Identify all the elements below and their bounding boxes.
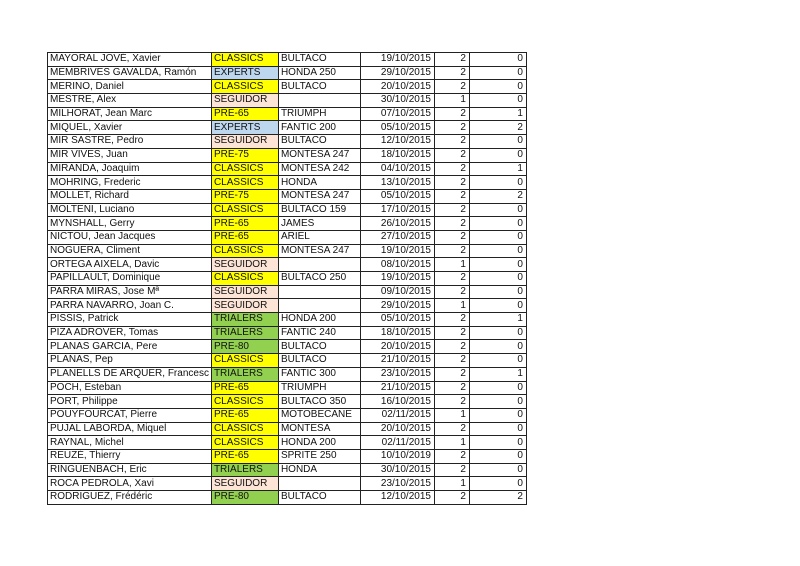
- cell-count-2[interactable]: 0: [469, 477, 526, 491]
- table-row: [48, 299, 527, 313]
- cell-count-2[interactable]: 0: [469, 463, 526, 477]
- cell-category[interactable]: CLASSICS: [211, 53, 278, 67]
- cell-name[interactable]: RINGUENBACH, Eric: [48, 463, 212, 477]
- cell-name[interactable]: MEMBRIVES GAVALDÀ, Ramón: [48, 66, 212, 80]
- cell-count-1[interactable]: 2: [434, 135, 469, 149]
- table-row: [48, 422, 527, 436]
- cell-motorcycle[interactable]: TRIUMPH: [278, 381, 360, 395]
- cell-count-1[interactable]: 1: [434, 299, 469, 313]
- table-row: [48, 121, 527, 135]
- table-row: [48, 463, 527, 477]
- cell-motorcycle[interactable]: HONDA: [278, 176, 360, 190]
- cell-count-2[interactable]: 2: [469, 121, 526, 135]
- cell-date[interactable]: 18/10/2015: [360, 148, 434, 162]
- cell-category[interactable]: CLASSICS: [211, 176, 278, 190]
- table-row: [48, 408, 527, 422]
- cell-date[interactable]: 20/10/2015: [360, 422, 434, 436]
- cell-category[interactable]: PRE-65: [211, 230, 278, 244]
- cell-count-2[interactable]: 0: [469, 408, 526, 422]
- cell-name[interactable]: MIRANDA, Joaquim: [48, 162, 212, 176]
- cell-motorcycle[interactable]: BULTACO: [278, 135, 360, 149]
- cell-motorcycle[interactable]: [278, 258, 360, 272]
- cell-count-1[interactable]: 2: [434, 367, 469, 381]
- cell-category[interactable]: CLASSICS: [211, 80, 278, 94]
- cell-motorcycle[interactable]: TRIUMPH: [278, 107, 360, 121]
- cell-count-2[interactable]: 0: [469, 135, 526, 149]
- cell-count-1[interactable]: 1: [434, 408, 469, 422]
- table-row: [48, 203, 527, 217]
- cell-date[interactable]: 20/10/2015: [360, 340, 434, 354]
- cell-motorcycle[interactable]: ARIEL: [278, 230, 360, 244]
- cell-name[interactable]: MIR SASTRE, Pedro: [48, 135, 212, 149]
- table-row: [48, 148, 527, 162]
- cell-category[interactable]: PRE-65: [211, 217, 278, 231]
- cell-count-1[interactable]: 2: [434, 217, 469, 231]
- cell-date[interactable]: 12/10/2015: [360, 135, 434, 149]
- cell-category[interactable]: TRIALERS: [211, 463, 278, 477]
- cell-date[interactable]: 05/10/2015: [360, 189, 434, 203]
- cell-date[interactable]: 05/10/2015: [360, 121, 434, 135]
- cell-date[interactable]: 19/10/2015: [360, 53, 434, 67]
- cell-count-1[interactable]: 2: [434, 285, 469, 299]
- table-row: [48, 189, 527, 203]
- cell-name[interactable]: PIZA ADROVER, Tomas: [48, 326, 212, 340]
- table-row: [48, 217, 527, 231]
- cell-name[interactable]: MIQUEL, Xavier: [48, 121, 212, 135]
- cell-motorcycle[interactable]: HONDA 250: [278, 66, 360, 80]
- cell-category[interactable]: CLASSICS: [211, 436, 278, 450]
- cell-motorcycle[interactable]: JAMES: [278, 217, 360, 231]
- cell-count-2[interactable]: 0: [469, 449, 526, 463]
- cell-date[interactable]: 18/10/2015: [360, 326, 434, 340]
- cell-name[interactable]: NOGUERA, Climent: [48, 244, 212, 258]
- cell-count-2[interactable]: 0: [469, 80, 526, 94]
- cell-motorcycle[interactable]: HONDA 200: [278, 436, 360, 450]
- cell-name[interactable]: MOHRING, Frederic: [48, 176, 212, 190]
- cell-count-2[interactable]: 0: [469, 230, 526, 244]
- table-row: [48, 285, 527, 299]
- cell-count-1[interactable]: 2: [434, 80, 469, 94]
- cell-count-1[interactable]: 2: [434, 354, 469, 368]
- cell-count-2[interactable]: 0: [469, 285, 526, 299]
- table-body: [48, 53, 527, 505]
- cell-count-2[interactable]: 0: [469, 148, 526, 162]
- cell-motorcycle[interactable]: HONDA 200: [278, 313, 360, 327]
- cell-count-1[interactable]: 2: [434, 176, 469, 190]
- cell-date[interactable]: 27/10/2015: [360, 230, 434, 244]
- cell-count-1[interactable]: 1: [434, 477, 469, 491]
- cell-motorcycle[interactable]: BULTACO: [278, 80, 360, 94]
- cell-motorcycle[interactable]: [278, 477, 360, 491]
- cell-name[interactable]: PLANELLS DE ARQUER, Francesc: [48, 367, 212, 381]
- cell-count-1[interactable]: 2: [434, 162, 469, 176]
- cell-category[interactable]: TRIALERS: [211, 367, 278, 381]
- cell-motorcycle[interactable]: MOTOBECANE: [278, 408, 360, 422]
- cell-name[interactable]: MERINO, Daniel: [48, 80, 212, 94]
- cell-category[interactable]: CLASSICS: [211, 395, 278, 409]
- cell-category[interactable]: PRE-75: [211, 189, 278, 203]
- table-row: [48, 162, 527, 176]
- cell-date[interactable]: 08/10/2015: [360, 258, 434, 272]
- cell-count-2[interactable]: 0: [469, 354, 526, 368]
- table-row: [48, 313, 527, 327]
- cell-count-2[interactable]: 0: [469, 258, 526, 272]
- cell-count-1[interactable]: 2: [434, 189, 469, 203]
- cell-motorcycle[interactable]: MONTESA 247: [278, 148, 360, 162]
- cell-name[interactable]: PAPILLAULT, Dominique: [48, 272, 212, 286]
- cell-count-2[interactable]: 0: [469, 326, 526, 340]
- cell-category[interactable]: CLASSICS: [211, 354, 278, 368]
- cell-name[interactable]: PLANAS, Pep: [48, 354, 212, 368]
- cell-category[interactable]: PRE-80: [211, 491, 278, 505]
- cell-count-1[interactable]: 2: [434, 203, 469, 217]
- cell-date[interactable]: 23/10/2015: [360, 477, 434, 491]
- cell-count-1[interactable]: 1: [434, 94, 469, 108]
- cell-count-2[interactable]: 0: [469, 395, 526, 409]
- cell-category[interactable]: CLASSICS: [211, 203, 278, 217]
- cell-date[interactable]: 20/10/2015: [360, 80, 434, 94]
- cell-count-2[interactable]: 0: [469, 299, 526, 313]
- cell-count-2[interactable]: 0: [469, 176, 526, 190]
- cell-category[interactable]: PRE-80: [211, 340, 278, 354]
- cell-name[interactable]: MAYORAL JOVÉ, Xavier: [48, 53, 212, 67]
- cell-category[interactable]: EXPERTS: [211, 66, 278, 80]
- table-row: [48, 436, 527, 450]
- cell-count-1[interactable]: 2: [434, 272, 469, 286]
- cell-name[interactable]: NICTOU, Jean Jacques: [48, 230, 212, 244]
- cell-name[interactable]: PARRA MIRAS, Jose Mª: [48, 285, 212, 299]
- cell-count-2[interactable]: 0: [469, 66, 526, 80]
- cell-count-1[interactable]: 2: [434, 491, 469, 505]
- cell-date[interactable]: 09/10/2015: [360, 285, 434, 299]
- cell-name[interactable]: PARRA NAVARRO, Joan C.: [48, 299, 212, 313]
- cell-motorcycle[interactable]: BULTACO: [278, 340, 360, 354]
- cell-count-2[interactable]: 0: [469, 436, 526, 450]
- cell-count-2[interactable]: 1: [469, 107, 526, 121]
- cell-date[interactable]: 19/10/2015: [360, 244, 434, 258]
- cell-motorcycle[interactable]: SPRITE 250: [278, 449, 360, 463]
- cell-count-1[interactable]: 2: [434, 107, 469, 121]
- cell-count-2[interactable]: 0: [469, 272, 526, 286]
- cell-count-2[interactable]: 0: [469, 244, 526, 258]
- table-row: [48, 381, 527, 395]
- cell-category[interactable]: SEGUIDOR: [211, 94, 278, 108]
- cell-name[interactable]: RODRIGUEZ, Frédéric: [48, 491, 212, 505]
- cell-category[interactable]: CLASSICS: [211, 244, 278, 258]
- table-row: [48, 258, 527, 272]
- cell-date[interactable]: 07/10/2015: [360, 107, 434, 121]
- cell-date[interactable]: 30/10/2015: [360, 463, 434, 477]
- cell-count-2[interactable]: 1: [469, 162, 526, 176]
- cell-count-1[interactable]: 1: [434, 436, 469, 450]
- cell-count-1[interactable]: 2: [434, 230, 469, 244]
- cell-category[interactable]: TRIALERS: [211, 326, 278, 340]
- cell-name[interactable]: ORTEGA AIXELA, Davic: [48, 258, 212, 272]
- cell-date[interactable]: 13/10/2015: [360, 176, 434, 190]
- cell-date[interactable]: 04/10/2015: [360, 162, 434, 176]
- table-row: [48, 354, 527, 368]
- cell-name[interactable]: MIR VIVES, Juan: [48, 148, 212, 162]
- cell-count-2[interactable]: 1: [469, 313, 526, 327]
- cell-name[interactable]: RAYNAL, Michel: [48, 436, 212, 450]
- cell-motorcycle[interactable]: BULTACO: [278, 53, 360, 67]
- table-row: [48, 326, 527, 340]
- cell-motorcycle[interactable]: BULTACO 350: [278, 395, 360, 409]
- table-row: [48, 367, 527, 381]
- cell-count-1[interactable]: 2: [434, 326, 469, 340]
- cell-motorcycle[interactable]: BULTACO 159: [278, 203, 360, 217]
- cell-count-2[interactable]: 0: [469, 53, 526, 67]
- cell-name[interactable]: MOLTENI, Luciano: [48, 203, 212, 217]
- table-row: [48, 66, 527, 80]
- cell-count-1[interactable]: 1: [434, 258, 469, 272]
- cell-name[interactable]: MOLLET, Richard: [48, 189, 212, 203]
- cell-category[interactable]: PRE-65: [211, 449, 278, 463]
- cell-date[interactable]: 30/10/2015: [360, 94, 434, 108]
- cell-name[interactable]: MESTRE, Alex: [48, 94, 212, 108]
- cell-date[interactable]: 05/10/2015: [360, 313, 434, 327]
- table-row: [48, 230, 527, 244]
- cell-date[interactable]: 12/10/2015: [360, 491, 434, 505]
- cell-count-1[interactable]: 2: [434, 121, 469, 135]
- cell-count-2[interactable]: 0: [469, 381, 526, 395]
- cell-count-1[interactable]: 2: [434, 395, 469, 409]
- cell-count-2[interactable]: 0: [469, 203, 526, 217]
- cell-count-2[interactable]: 0: [469, 217, 526, 231]
- cell-category[interactable]: SEGUIDOR: [211, 299, 278, 313]
- cell-category[interactable]: CLASSICS: [211, 162, 278, 176]
- table-row: [48, 244, 527, 258]
- cell-date[interactable]: 19/10/2015: [360, 272, 434, 286]
- cell-count-2[interactable]: 2: [469, 491, 526, 505]
- cell-name[interactable]: POUYFOURCAT, Pierre: [48, 408, 212, 422]
- cell-category[interactable]: CLASSICS: [211, 422, 278, 436]
- cell-motorcycle[interactable]: [278, 94, 360, 108]
- cell-category[interactable]: PRE-65: [211, 381, 278, 395]
- table-row: [48, 491, 527, 505]
- cell-count-1[interactable]: 2: [434, 66, 469, 80]
- cell-date[interactable]: 21/10/2015: [360, 354, 434, 368]
- cell-count-2[interactable]: 2: [469, 189, 526, 203]
- cell-category[interactable]: PRE-65: [211, 107, 278, 121]
- cell-date[interactable]: 16/10/2015: [360, 395, 434, 409]
- cell-motorcycle[interactable]: [278, 285, 360, 299]
- cell-name[interactable]: PUJAL LABORDA, Miquel: [48, 422, 212, 436]
- table-row: [48, 176, 527, 190]
- cell-category[interactable]: PRE-65: [211, 408, 278, 422]
- cell-motorcycle[interactable]: [278, 299, 360, 313]
- table-row: [48, 94, 527, 108]
- cell-motorcycle[interactable]: BULTACO 250: [278, 272, 360, 286]
- cell-name[interactable]: ROCA PEDROLA, Xavi: [48, 477, 212, 491]
- table-row: [48, 395, 527, 409]
- cell-category[interactable]: SEGUIDOR: [211, 258, 278, 272]
- cell-category[interactable]: PRE-75: [211, 148, 278, 162]
- cell-motorcycle[interactable]: BULTACO: [278, 354, 360, 368]
- table-row: [48, 107, 527, 121]
- cell-category[interactable]: TRIALERS: [211, 313, 278, 327]
- cell-count-1[interactable]: 2: [434, 148, 469, 162]
- cell-motorcycle[interactable]: FANTIC 200: [278, 121, 360, 135]
- cell-date[interactable]: 29/10/2015: [360, 66, 434, 80]
- cell-motorcycle[interactable]: FANTIC 300: [278, 367, 360, 381]
- cell-count-2[interactable]: 0: [469, 340, 526, 354]
- cell-count-2[interactable]: 1: [469, 367, 526, 381]
- cell-count-1[interactable]: 2: [434, 244, 469, 258]
- table-row: [48, 449, 527, 463]
- cell-count-1[interactable]: 2: [434, 449, 469, 463]
- cell-count-2[interactable]: 0: [469, 422, 526, 436]
- table-row: [48, 135, 527, 149]
- cell-date[interactable]: 10/10/2019: [360, 449, 434, 463]
- cell-motorcycle[interactable]: FANTIC 240: [278, 326, 360, 340]
- cell-category[interactable]: SEGUIDOR: [211, 285, 278, 299]
- cell-date[interactable]: 23/10/2015: [360, 367, 434, 381]
- registration-table: [47, 52, 527, 505]
- cell-category[interactable]: SEGUIDOR: [211, 135, 278, 149]
- cell-date[interactable]: 21/10/2015: [360, 381, 434, 395]
- table-row: [48, 53, 527, 67]
- cell-category[interactable]: CLASSICS: [211, 272, 278, 286]
- spreadsheet-sheet: [47, 52, 527, 505]
- cell-date[interactable]: 29/10/2015: [360, 299, 434, 313]
- table-row: [48, 340, 527, 354]
- cell-count-2[interactable]: 0: [469, 94, 526, 108]
- cell-motorcycle[interactable]: MONTESA 247: [278, 189, 360, 203]
- table-row: [48, 272, 527, 286]
- cell-name[interactable]: PORT, Philippe: [48, 395, 212, 409]
- cell-category[interactable]: EXPERTS: [211, 121, 278, 135]
- cell-count-1[interactable]: 2: [434, 340, 469, 354]
- cell-date[interactable]: 17/10/2015: [360, 203, 434, 217]
- cell-count-1[interactable]: 2: [434, 463, 469, 477]
- cell-name[interactable]: MILHORAT, Jean Marc: [48, 107, 212, 121]
- table-row: [48, 80, 527, 94]
- cell-name[interactable]: POCH, Esteban: [48, 381, 212, 395]
- cell-date[interactable]: 02/11/2015: [360, 436, 434, 450]
- cell-motorcycle[interactable]: MONTESA 242: [278, 162, 360, 176]
- cell-motorcycle[interactable]: HONDA: [278, 463, 360, 477]
- cell-category[interactable]: SEGUIDOR: [211, 477, 278, 491]
- cell-count-1[interactable]: 2: [434, 381, 469, 395]
- cell-count-1[interactable]: 2: [434, 422, 469, 436]
- cell-motorcycle[interactable]: BULTACO: [278, 491, 360, 505]
- cell-date[interactable]: 02/11/2015: [360, 408, 434, 422]
- cell-motorcycle[interactable]: MONTESA 247: [278, 244, 360, 258]
- cell-name[interactable]: PISSIS, Patrick: [48, 313, 212, 327]
- cell-name[interactable]: PLANAS GARCIA, Pere: [48, 340, 212, 354]
- cell-name[interactable]: REUZÉ, Thierry: [48, 449, 212, 463]
- table-row: [48, 477, 527, 491]
- cell-date[interactable]: 26/10/2015: [360, 217, 434, 231]
- cell-name[interactable]: MYNSHALL, Gerry: [48, 217, 212, 231]
- cell-count-1[interactable]: 2: [434, 313, 469, 327]
- cell-motorcycle[interactable]: MONTESA: [278, 422, 360, 436]
- cell-count-1[interactable]: 2: [434, 53, 469, 67]
